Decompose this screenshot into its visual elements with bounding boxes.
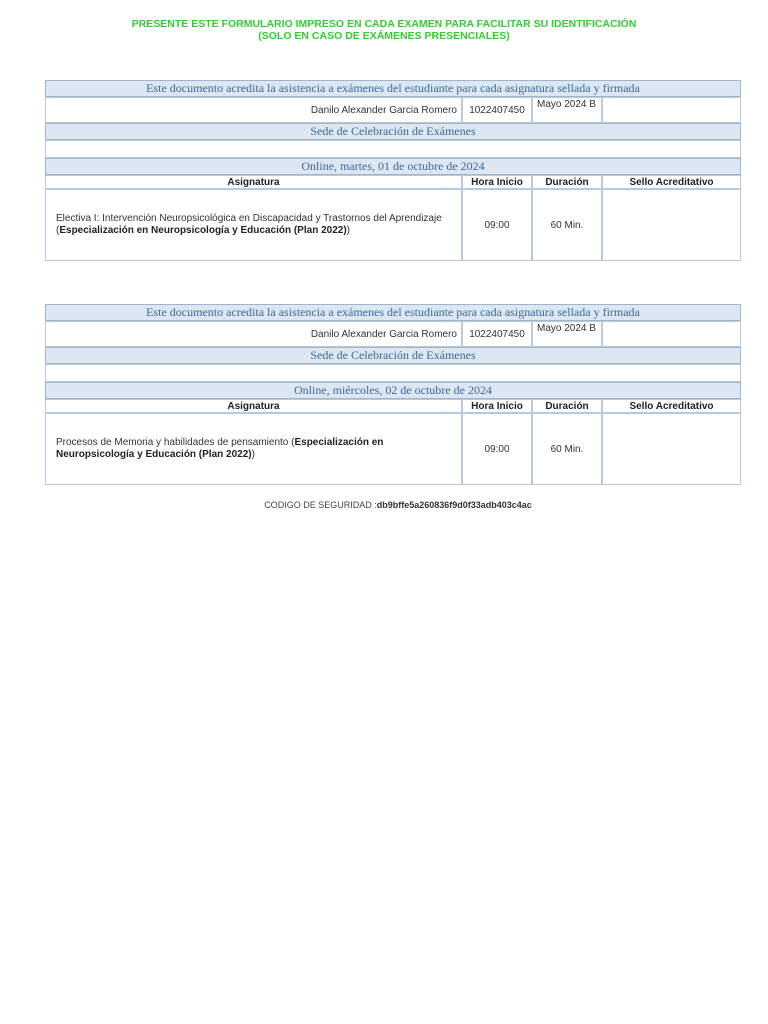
- table-row: [45, 189, 741, 261]
- stamp-cell: [602, 189, 741, 261]
- print-notice: [0, 18, 768, 42]
- column-duration: Duración: [532, 399, 602, 413]
- security-code-label: CODIGO DE SEGURIDAD :: [264, 500, 377, 510]
- duration: 60 Min.: [532, 189, 602, 261]
- duration: 60 Min.: [532, 413, 602, 485]
- subject-cell: [45, 189, 462, 261]
- student-id: 1022407450: [462, 97, 532, 123]
- subject-program: Especialización en Neuropsicología y Educación (Plan 2022): [59, 225, 347, 236]
- empty-cell: [602, 97, 741, 123]
- subject-name: Procesos de Memoria y habilidades de pensamiento (: [56, 437, 295, 448]
- subject-cell: [45, 413, 462, 485]
- venue-value: [45, 140, 741, 158]
- certificate-header: Este documento acredita la asistencia a exámenes del estudiante para cada asignatura sellada y firmada: [45, 304, 741, 321]
- subject-name: Electiva I: Intervención Neuropsicológica en Discapacidad y Trastornos del Aprendizaje (: [56, 213, 442, 236]
- empty-cell: [602, 321, 741, 347]
- column-stamp: Sello Acreditativo: [602, 175, 741, 189]
- column-subject: Asignatura: [45, 175, 462, 189]
- column-duration: Duración: [532, 175, 602, 189]
- print-notice-line2: (SOLO EN CASO DE EXÁMENES PRESENCIALES): [258, 30, 510, 42]
- certificate-header: Este documento acredita la asistencia a exámenes del estudiante para cada asignatura sellada y firmada: [45, 80, 741, 97]
- subject-close: ): [346, 225, 351, 236]
- column-start-time: Hora Inicio: [462, 399, 532, 413]
- venue-header: Sede de Celebración de Exámenes: [45, 347, 741, 364]
- exam-date-header: Online, miércoles, 02 de octubre de 2024: [45, 382, 741, 399]
- start-time: 09:00: [462, 413, 532, 485]
- column-stamp: Sello Acreditativo: [602, 399, 741, 413]
- exam-period: Mayo 2024 B: [532, 97, 602, 123]
- student-name: Danilo Alexander Garcia Romero: [45, 97, 462, 123]
- exam-period: Mayo 2024 B: [532, 321, 602, 347]
- column-subject: Asignatura: [45, 399, 462, 413]
- venue-header: Sede de Celebración de Exámenes: [45, 123, 741, 140]
- subject-program: Especialización en Neuropsicología y Educación (Plan 2022): [56, 437, 384, 460]
- student-name: Danilo Alexander Garcia Romero: [45, 321, 462, 347]
- column-start-time: Hora Inicio: [462, 175, 532, 189]
- security-code-value: db9bffe5a260836f9d0f33adb403c4ac: [376, 500, 532, 510]
- table-row: [45, 413, 741, 485]
- student-id: 1022407450: [462, 321, 532, 347]
- exam-certificate-1: [45, 80, 741, 261]
- print-notice-line1: PRESENTE ESTE FORMULARIO IMPRESO EN CADA EXAMEN PARA FACILITAR SU IDENTIFICACIÓN: [131, 18, 637, 30]
- start-time: 09:00: [462, 189, 532, 261]
- exam-date-header: Online, martes, 01 de octubre de 2024: [45, 158, 741, 175]
- security-code: [0, 500, 768, 510]
- subject-close: ): [251, 449, 255, 460]
- exam-certificate-2: [45, 304, 741, 485]
- venue-value: [45, 364, 741, 382]
- stamp-cell: [602, 413, 741, 485]
